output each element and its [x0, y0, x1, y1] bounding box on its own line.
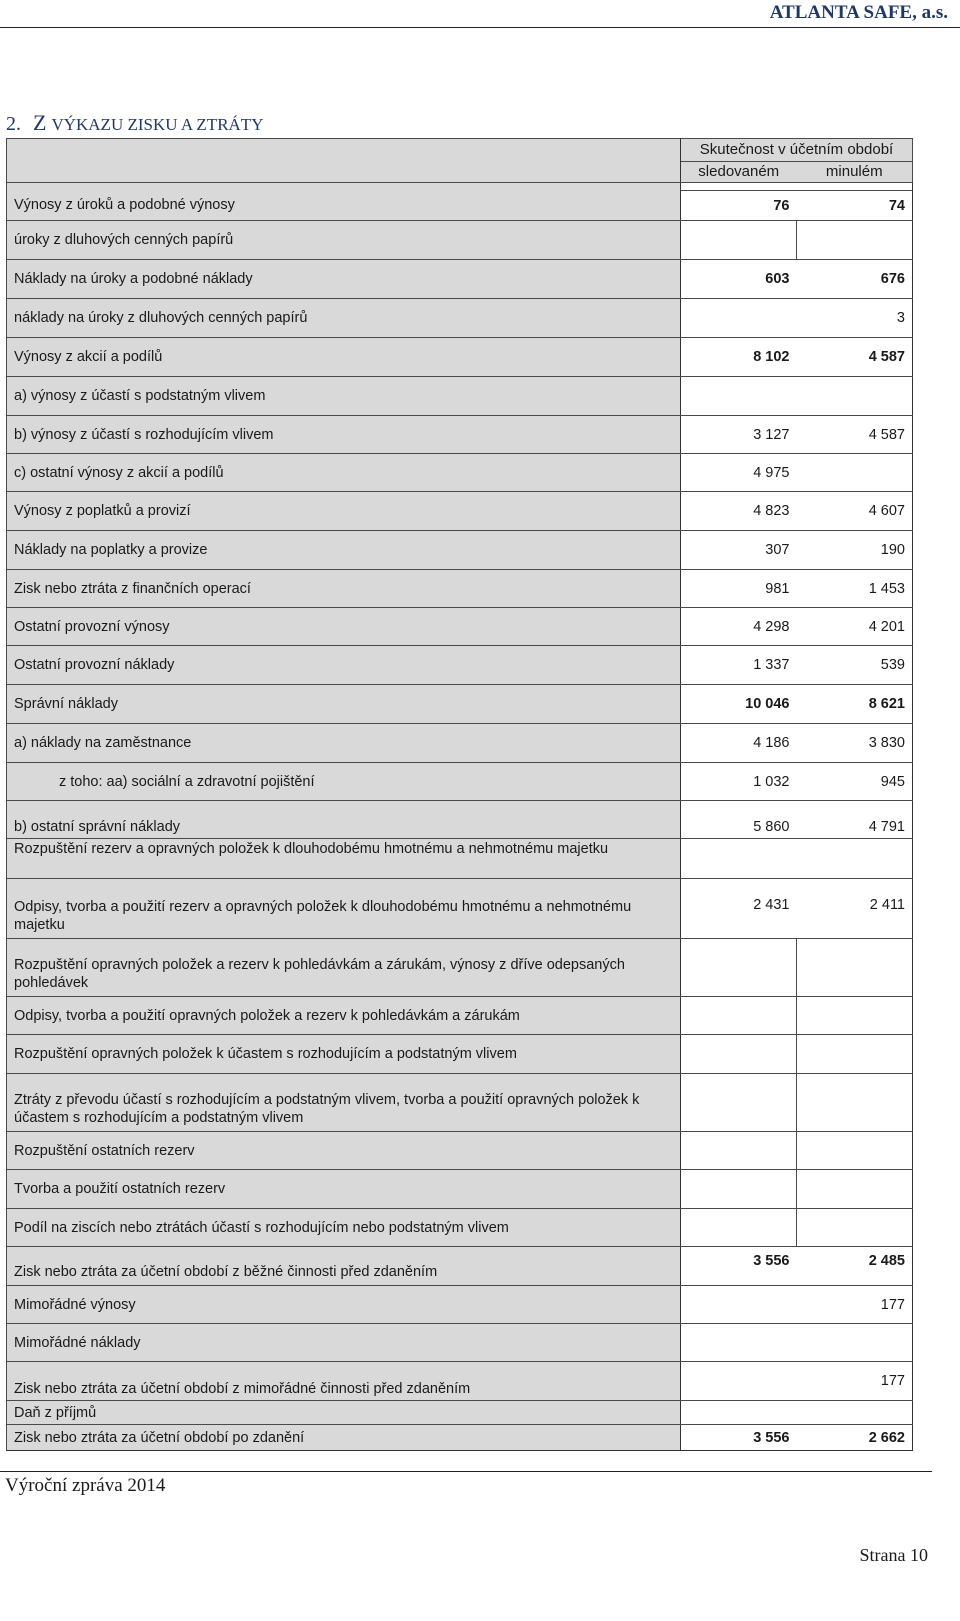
current-value — [681, 1401, 797, 1425]
row-label: c) ostatní výnosy z akcií a podílů — [7, 454, 681, 492]
previous-value: 2 485 — [797, 1247, 913, 1286]
previous-value: 4 587 — [797, 416, 913, 454]
current-value — [681, 997, 797, 1035]
income-statement-table — [6, 138, 913, 1451]
row-label: Tvorba a použití ostatních rezerv — [7, 1170, 681, 1209]
previous-value — [797, 1035, 913, 1074]
table-row — [7, 1170, 913, 1209]
table-row — [7, 570, 913, 608]
current-value: 603 — [681, 260, 797, 299]
previous-value: 539 — [797, 646, 913, 685]
current-value: 4 298 — [681, 608, 797, 646]
row-label: Ztráty z převodu účastí s rozhodujícím a podstatným vlivem, tvorba a použití opravných položek k účastem s rozhodujícím a podstatným vlivem — [7, 1074, 681, 1132]
table-row — [7, 1074, 913, 1132]
table-row — [7, 608, 913, 646]
table-row — [7, 1209, 913, 1247]
previous-value — [797, 377, 913, 416]
previous-value — [797, 1401, 913, 1425]
table-row — [7, 801, 913, 839]
previous-value: 190 — [797, 531, 913, 570]
previous-value — [797, 454, 913, 492]
row-label: Výnosy z poplatků a provizí — [7, 492, 681, 531]
current-value: 5 860 — [681, 801, 797, 839]
row-label: Náklady na poplatky a provize — [7, 531, 681, 570]
current-value: 8 102 — [681, 338, 797, 377]
row-label: Rozpuštění rezerv a opravných položek k dlouhodobému hmotnému a nehmotnému majetku — [7, 839, 681, 879]
previous-value: 2 662 — [797, 1425, 913, 1451]
table-row — [7, 338, 913, 377]
current-value: 4 823 — [681, 492, 797, 531]
table-row — [7, 879, 913, 939]
table-row — [7, 939, 913, 997]
previous-value: 676 — [797, 260, 913, 299]
current-value: 3 556 — [681, 1425, 797, 1451]
current-value: 76 — [681, 191, 797, 221]
previous-value: 8 621 — [797, 685, 913, 724]
current-value — [681, 1170, 797, 1209]
table-header-row — [7, 139, 913, 183]
previous-value: 4 587 — [797, 338, 913, 377]
table-row — [7, 1132, 913, 1170]
row-label: Rozpuštění ostatních rezerv — [7, 1132, 681, 1170]
table-row — [7, 1425, 913, 1451]
row-label: Výnosy z akcií a podílů — [7, 338, 681, 377]
previous-value: 74 — [797, 191, 913, 221]
current-value: 307 — [681, 531, 797, 570]
row-label: Náklady na úroky a podobné náklady — [7, 260, 681, 299]
table-row — [7, 221, 913, 260]
table-row — [7, 191, 913, 221]
row-label: Odpisy, tvorba a použití opravných položek a rezerv k pohledávkám a zárukám — [7, 997, 681, 1035]
previous-value — [797, 939, 913, 997]
row-label: Zisk nebo ztráta za účetní období z běžné činnosti před zdaněním — [7, 1247, 681, 1286]
current-value — [681, 1074, 797, 1132]
period-header — [681, 139, 913, 183]
current-value — [681, 1209, 797, 1247]
table-row — [7, 377, 913, 416]
previous-value: 3 830 — [797, 724, 913, 763]
current-value — [681, 377, 797, 416]
current-value — [681, 1035, 797, 1074]
row-label: a) náklady na zaměstnance — [7, 724, 681, 763]
section-title-text: VÝKAZU ZISKU A ZTRÁTY — [51, 115, 264, 134]
current-value — [681, 221, 797, 260]
row-label: Správní náklady — [7, 685, 681, 724]
table-row — [7, 492, 913, 531]
row-label: Rozpuštění opravných položek k účastem s rozhodujícím a podstatným vlivem — [7, 1035, 681, 1074]
table-row — [7, 1247, 913, 1286]
current-value: 4 186 — [681, 724, 797, 763]
previous-value: 1 453 — [797, 570, 913, 608]
previous-value — [797, 1170, 913, 1209]
previous-value — [797, 1074, 913, 1132]
section-title-initial: Z — [33, 110, 47, 135]
previous-value — [797, 839, 913, 879]
row-label: z toho: aa) sociální a zdravotní pojištění — [7, 763, 681, 801]
current-value: 3 556 — [681, 1247, 797, 1286]
table-row — [7, 1362, 913, 1401]
table-row — [7, 763, 913, 801]
table-row — [7, 1401, 913, 1425]
current-value — [681, 299, 797, 338]
current-value — [681, 1324, 797, 1362]
row-label: Výnosy z úroků a podobné výnosy — [7, 191, 681, 221]
table-row — [7, 299, 913, 338]
previous-value — [797, 221, 913, 260]
previous-value: 177 — [797, 1362, 913, 1401]
page-number: Strana 10 — [859, 1545, 928, 1565]
current-value: 981 — [681, 570, 797, 608]
previous-value: 945 — [797, 763, 913, 801]
current-value — [681, 939, 797, 997]
section-number: 2. — [6, 113, 21, 135]
row-label: Rozpuštění opravných položek a rezerv k pohledávkám a zárukám, výnosy z dříve odepsaných pohledávek — [7, 939, 681, 997]
current-value — [681, 839, 797, 879]
table-row — [7, 1035, 913, 1074]
current-value: 10 046 — [681, 685, 797, 724]
current-period-header: sledovaném — [698, 163, 780, 180]
table-row — [7, 839, 913, 879]
row-label: Mimořádné výnosy — [7, 1286, 681, 1324]
table-row — [7, 531, 913, 570]
previous-value: 4 607 — [797, 492, 913, 531]
previous-value: 4 201 — [797, 608, 913, 646]
current-value — [681, 1132, 797, 1170]
current-value: 2 431 — [681, 879, 797, 939]
row-label: b) ostatní správní náklady — [7, 801, 681, 839]
header-divider — [0, 27, 960, 28]
row-label: Podíl na ziscích nebo ztrátách účastí s rozhodujícím nebo podstatným vlivem — [7, 1209, 681, 1247]
previous-value — [797, 1324, 913, 1362]
row-label: náklady na úroky z dluhových cenných papírů — [7, 299, 681, 338]
period-group-label: Skutečnost v účetním období — [681, 139, 912, 162]
previous-value — [797, 997, 913, 1035]
row-label: a) výnosy z účastí s podstatným vlivem — [7, 377, 681, 416]
table-row — [7, 997, 913, 1035]
current-value: 1 337 — [681, 646, 797, 685]
previous-value: 3 — [797, 299, 913, 338]
row-label: Daň z příjmů — [7, 1401, 681, 1425]
row-label: Zisk nebo ztráta z finančních operací — [7, 570, 681, 608]
current-value: 3 127 — [681, 416, 797, 454]
table-row — [7, 454, 913, 492]
table-row — [7, 260, 913, 299]
company-name: ATLANTA SAFE, a.s. — [769, 2, 948, 23]
previous-period-header: minulém — [825, 163, 883, 180]
previous-value: 177 — [797, 1286, 913, 1324]
row-label: Mimořádné náklady — [7, 1324, 681, 1362]
previous-value: 4 791 — [797, 801, 913, 839]
current-value: 1 032 — [681, 763, 797, 801]
row-label: Zisk nebo ztráta za účetní období po zdanění — [7, 1425, 681, 1451]
previous-value: 2 411 — [797, 879, 913, 939]
row-label: Ostatní provozní náklady — [7, 646, 681, 685]
report-name: Výroční zpráva 2014 — [5, 1475, 166, 1496]
previous-value — [797, 1209, 913, 1247]
table-row — [7, 416, 913, 454]
table-row — [7, 724, 913, 763]
row-label: Ostatní provozní výnosy — [7, 608, 681, 646]
current-value — [681, 1286, 797, 1324]
row-label: Zisk nebo ztráta za účetní období z mimořádné činnosti před zdaněním — [7, 1362, 681, 1401]
row-label: Odpisy, tvorba a použití rezerv a opravných položek k dlouhodobému hmotnému a nehmotnému majetku — [7, 879, 681, 939]
section-title — [6, 110, 263, 136]
row-label: úroky z dluhových cenných papírů — [7, 221, 681, 260]
footer-divider — [0, 1471, 932, 1472]
row-label: b) výnosy z účastí s rozhodujícím vlivem — [7, 416, 681, 454]
table-row — [7, 646, 913, 685]
table-row — [7, 685, 913, 724]
previous-value — [797, 1132, 913, 1170]
current-value: 4 975 — [681, 454, 797, 492]
current-value — [681, 1362, 797, 1401]
table-row — [7, 1324, 913, 1362]
table-row — [7, 1286, 913, 1324]
header-label-cell — [7, 139, 681, 183]
